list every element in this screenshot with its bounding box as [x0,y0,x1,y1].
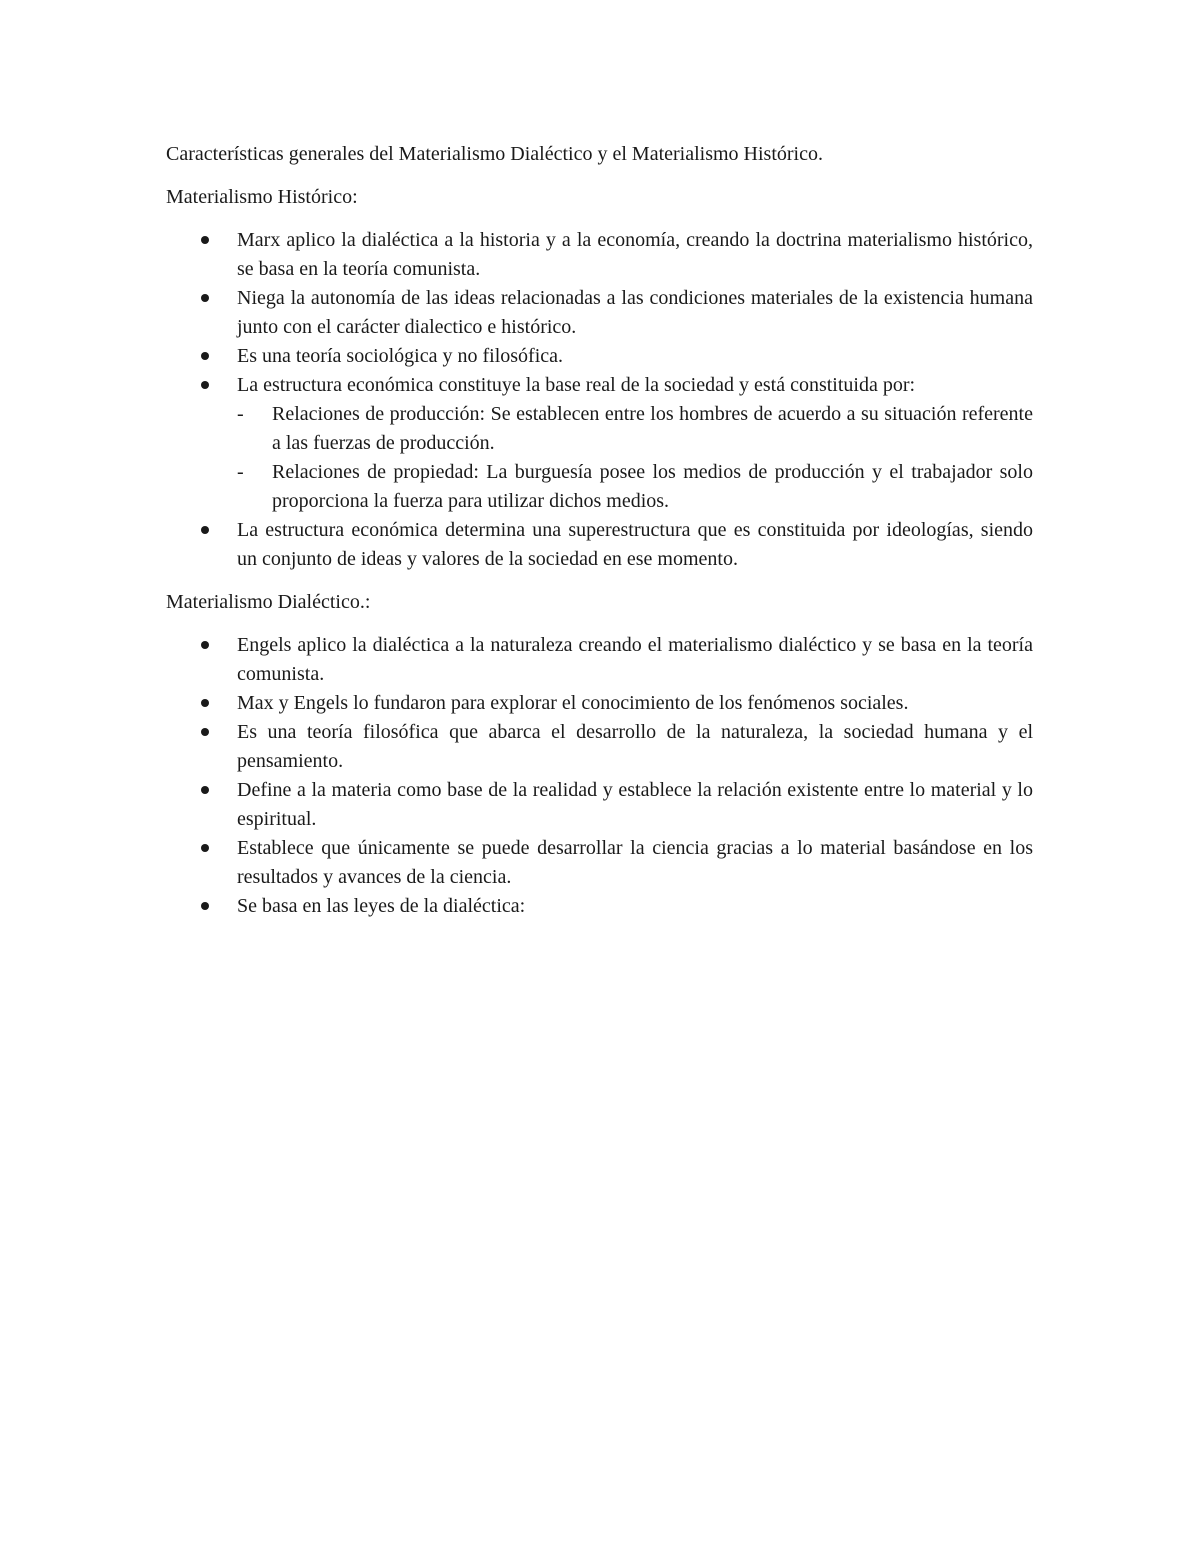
list-item-text: La estructura económica determina una superestructura que es constituida por ideologías, siendo un conjunto de ideas y valores de la sociedad en ese momento. [237,519,1033,570]
list-item-text: Establece que únicamente se puede desarrollar la ciencia gracias a lo material basándose en los resultados y avances de la ciencia. [237,837,1033,888]
bullet-icon [201,526,209,534]
bullet-icon [201,902,209,910]
sub-list-item-text: Relaciones de producción: Se establecen entre los hombres de acuerdo a su situación referente a las fuerzas de producción. [272,403,1033,454]
bullet-icon [201,728,209,736]
bullet-list-historico [166,226,1033,574]
section-heading-dialectico: Materialismo Dialéctico.: [166,591,371,613]
list-item [166,892,1033,921]
list-item [166,516,1033,574]
bullet-icon [201,381,209,389]
bullet-icon [201,786,209,794]
list-item-text: Es una teoría sociológica y no filosófica. [237,345,564,367]
list-item-text: La estructura económica constituye la base real de la sociedad y está constituida por: [237,374,916,396]
list-item-text: Es una teoría filosófica que abarca el desarrollo de la naturaleza, la sociedad humana y el pensamiento. [237,721,1033,772]
bullet-icon [201,699,209,707]
sub-list-item-text: Relaciones de propiedad: La burguesía posee los medios de producción y el trabajador solo proporciona la fuerza para utilizar dichos medios. [272,461,1033,512]
list-item [166,689,1033,718]
dash-marker: - [237,403,244,425]
list-item-text: Se basa en las leyes de la dialéctica: [237,895,526,917]
sub-list [237,400,1033,516]
section-heading-historico: Materialismo Histórico: [166,186,358,208]
list-item [166,834,1033,892]
list-item-text: Niega la autonomía de las ideas relacionadas a las condiciones materiales de la existencia humana junto con el carácter dialectico e histórico. [237,287,1033,338]
bullet-icon [201,352,209,360]
list-item [166,631,1033,689]
bullet-icon [201,236,209,244]
list-item-text: Max y Engels lo fundaron para explorar el conocimiento de los fenómenos sociales. [237,692,909,714]
sub-list-item [237,400,1033,458]
document-title: Características generales del Materialismo Dialéctico y el Materialismo Histórico. [166,143,823,165]
list-item-text: Engels aplico la dialéctica a la naturaleza creando el materialismo dialéctico y se basa en la teoría comunista. [237,634,1033,685]
list-item [166,226,1033,284]
list-item [166,718,1033,776]
list-item-text: Marx aplico la dialéctica a la historia y a la economía, creando la doctrina materialismo histórico, se basa en la teoría comunista. [237,229,1033,280]
list-item-text: Define a la materia como base de la realidad y establece la relación existente entre lo material y lo espiritual. [237,779,1033,830]
list-item [166,342,1033,371]
sub-list-item [237,458,1033,516]
list-item [166,776,1033,834]
bullet-icon [201,294,209,302]
bullet-icon [201,844,209,852]
list-item [166,371,1033,516]
bullet-icon [201,641,209,649]
bullet-list-dialectico [166,631,1033,921]
list-item [166,284,1033,342]
dash-marker: - [237,461,244,483]
document-body [166,140,1033,935]
